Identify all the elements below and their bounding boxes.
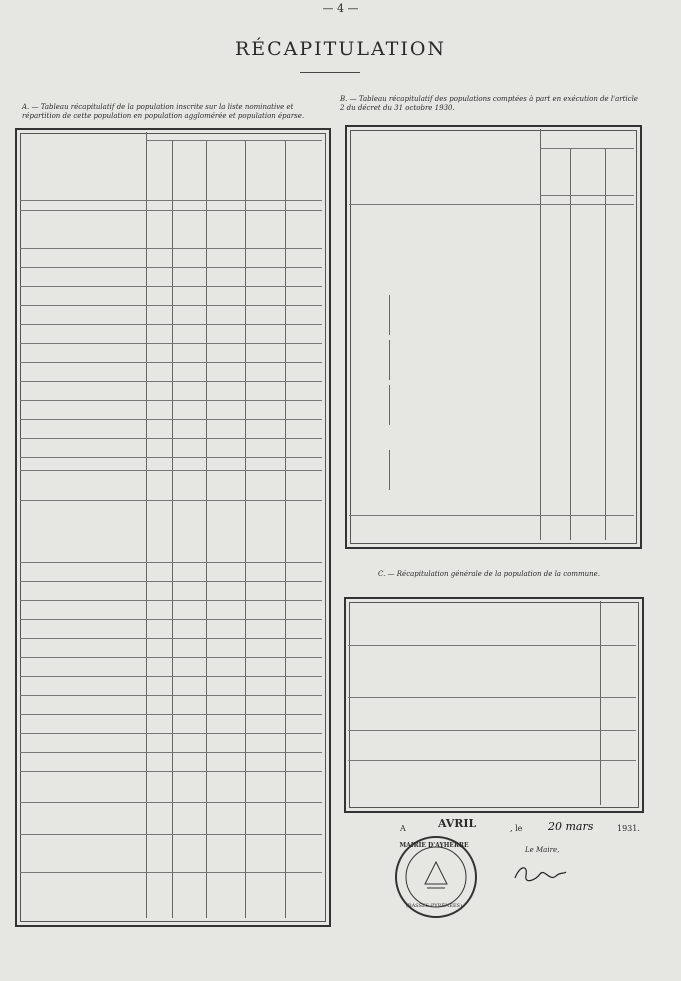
row-rule xyxy=(20,438,322,439)
col-header-2 xyxy=(180,148,190,198)
mayor-signature xyxy=(510,860,570,890)
place-prefix: A xyxy=(400,824,406,833)
row-rule xyxy=(20,676,322,677)
b-col-divider xyxy=(570,148,571,540)
b-total-rule xyxy=(349,515,634,516)
row-rule xyxy=(20,343,322,344)
b-nombre-rule xyxy=(540,148,634,149)
b-col-header-1 xyxy=(550,152,560,194)
c-rule xyxy=(348,697,636,698)
title-rule xyxy=(300,72,360,73)
row-rule xyxy=(20,419,322,420)
date-handwritten: 20 mars xyxy=(548,820,594,833)
b-brace xyxy=(389,295,390,335)
row-rule xyxy=(20,381,322,382)
place-name: AVRIL xyxy=(438,817,477,830)
section-b-title: B. — Tableau récapitulatif des populations comptées à part en exécution de l'article 2 du décret du 31 octobre 1930. xyxy=(340,95,638,112)
row-rule xyxy=(20,619,322,620)
row-rule xyxy=(20,562,322,563)
page-title: RÉCAPITULATION xyxy=(234,38,447,60)
row-rule xyxy=(20,695,322,696)
b-col-divider xyxy=(540,129,541,540)
col-header-4 xyxy=(253,148,263,198)
total1-rule xyxy=(20,470,322,471)
col-divider xyxy=(146,132,147,918)
nombre-rule xyxy=(146,140,322,141)
row-rule xyxy=(20,267,322,268)
section-a-title: A. — Tableau récapitulatif de la population inscrite sur la liste nominative et répartition de cette population en population agglomérée et population éparse. xyxy=(22,103,305,120)
header-num-rule xyxy=(20,200,322,201)
report-rule xyxy=(20,834,322,835)
b-col-header-2 xyxy=(580,152,590,194)
row-rule xyxy=(20,657,322,658)
row-rule xyxy=(20,305,322,306)
maire-label: Le Maire, xyxy=(525,846,560,854)
b-header-rule xyxy=(540,195,634,196)
b-brace xyxy=(389,450,390,490)
row-rule xyxy=(20,581,322,582)
c-rule xyxy=(348,730,636,731)
section-c-title: C. — Récapitulation générale de la population de la commune. xyxy=(378,570,601,578)
page-number: — 4 — xyxy=(322,2,359,15)
row-rule xyxy=(20,771,322,772)
row-rule xyxy=(20,324,322,325)
total1-bottom-rule xyxy=(20,500,322,501)
c-rule xyxy=(348,760,636,761)
c-rule xyxy=(348,645,636,646)
row-rule xyxy=(20,457,322,458)
col-header-5 xyxy=(293,148,303,198)
row-rule xyxy=(20,600,322,601)
row-rule xyxy=(20,362,322,363)
b-col-divider xyxy=(605,148,606,540)
stamp-text: MAIRIE D'AYHERRE xyxy=(399,842,469,849)
date-year: 1931. xyxy=(617,824,640,833)
row-rule xyxy=(20,638,322,639)
b-col-header-3 xyxy=(615,152,625,194)
row-rule xyxy=(20,752,322,753)
section-c-table xyxy=(344,597,644,813)
c-col-divider xyxy=(600,601,601,805)
row-rule xyxy=(20,733,322,734)
row-rule xyxy=(20,248,322,249)
b-brace xyxy=(389,340,390,380)
b-header-bottom xyxy=(349,204,634,205)
col-header-3 xyxy=(214,148,224,198)
row-rule xyxy=(20,400,322,401)
header-bottom-rule xyxy=(20,210,322,211)
date-le: , le xyxy=(510,824,523,833)
grand_total-rule xyxy=(20,872,322,873)
col-header-1 xyxy=(154,148,164,198)
row-rule xyxy=(20,714,322,715)
stamp-subtext: (BASSES-PYRÉNÉES) xyxy=(405,903,463,909)
total2-rule xyxy=(20,802,322,803)
row-rule xyxy=(20,286,322,287)
b-brace xyxy=(389,385,390,425)
col-divider xyxy=(146,132,147,140)
